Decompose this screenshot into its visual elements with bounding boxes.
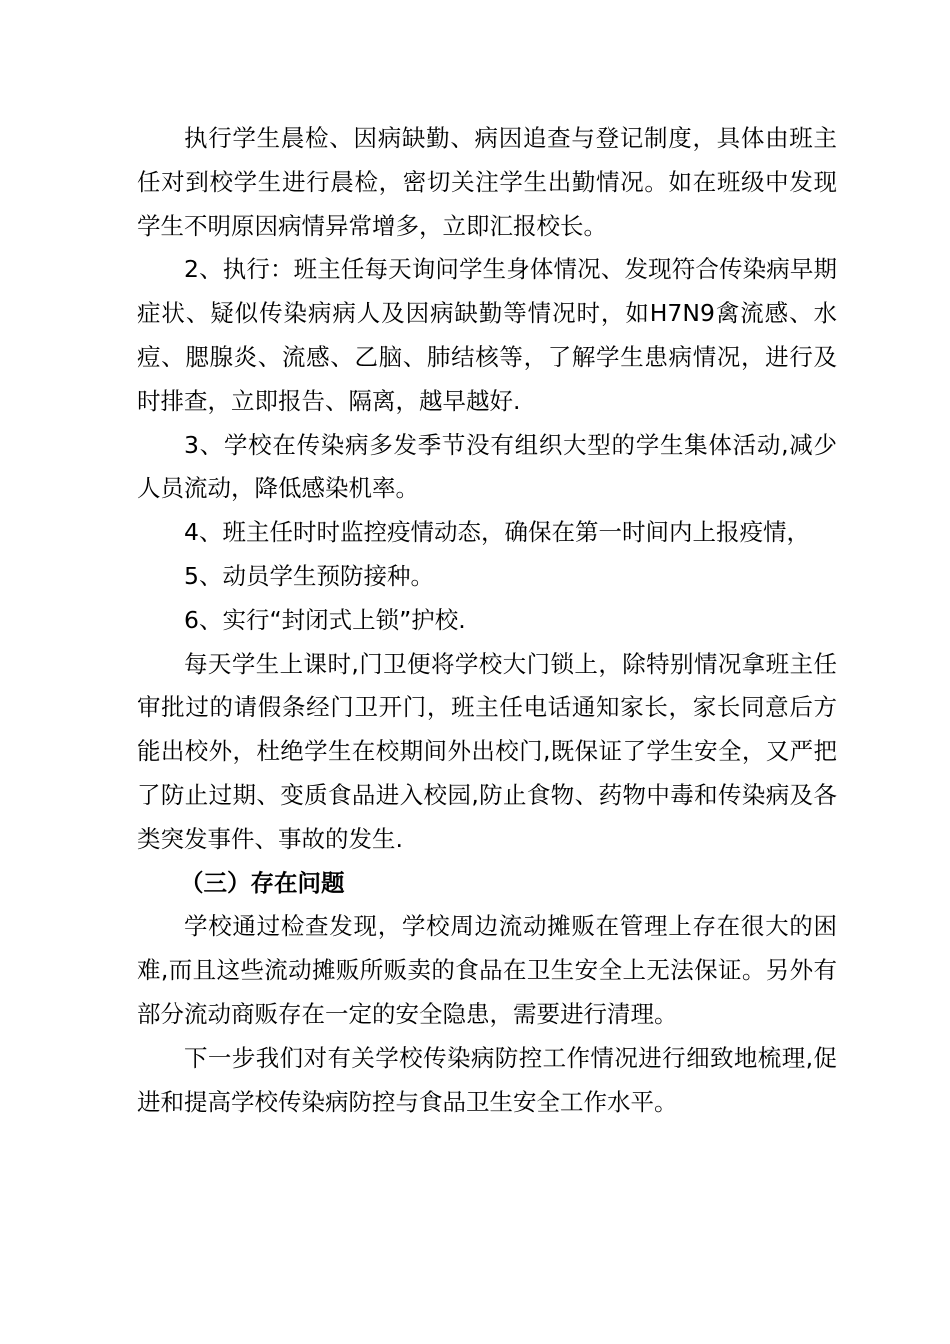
paragraph-item-3: 3、学校在传染病多发季节没有组织大型的学生集体活动,减少人员流动，降低感染机率。 <box>137 430 837 503</box>
paragraph-item-4: 4、班主任时时监控疫情动态，确保在第一时间内上报疫情， <box>184 518 810 547</box>
paragraph-item-6: 6、实行“封闭式上锁”护校. <box>184 605 466 634</box>
paragraph-item-2: 2、执行：班主任每天询问学生身体情况、发现符合传染病早期症状、疑似传染病病人及因病缺勤等情况时，如H7N9禽流感、水痘、腮腺炎、流感、乙脑、肺结核等，了解学生患病情况，进行及时排查，立即报告、隔离，越早越好. <box>137 255 837 415</box>
paragraph-item-5: 5、动员学生预防接种。 <box>184 561 434 590</box>
section-heading: （三）存在问题 <box>180 868 345 897</box>
paragraph-next-steps: 下一步我们对有关学校传染病防控工作情况进行细致地梳理,促进和提高学校传染病防控与食品卫生安全工作水平。 <box>137 1043 837 1116</box>
paragraph-morning-check: 执行学生晨检、因病缺勤、病因追查与登记制度，具体由班主任对到校学生进行晨检，密切关注学生出勤情况。如在班级中发现学生不明原因病情异常增多，立即汇报校长。 <box>137 124 837 240</box>
paragraph-problems: 学校通过检查发现，学校周边流动摊贩在管理上存在很大的困难,而且这些流动摊贩所贩卖的食品在卫生安全上无法保证。另外有部分流动商贩存在一定的安全隐患，需要进行清理。 <box>137 912 837 1028</box>
document-body <box>137 117 837 1124</box>
paragraph-closed-campus: 每天学生上课时,门卫便将学校大门锁上，除特别情况拿班主任审批过的请假条经门卫开门，班主任电话通知家长，家长同意后方能出校外，杜绝学生在校期间外出校门,既保证了学生安全，又严把了防止过期、变质食品进入校园,防止食物、药物中毒和传染病及各类突发事件、事故的发生. <box>137 649 837 853</box>
